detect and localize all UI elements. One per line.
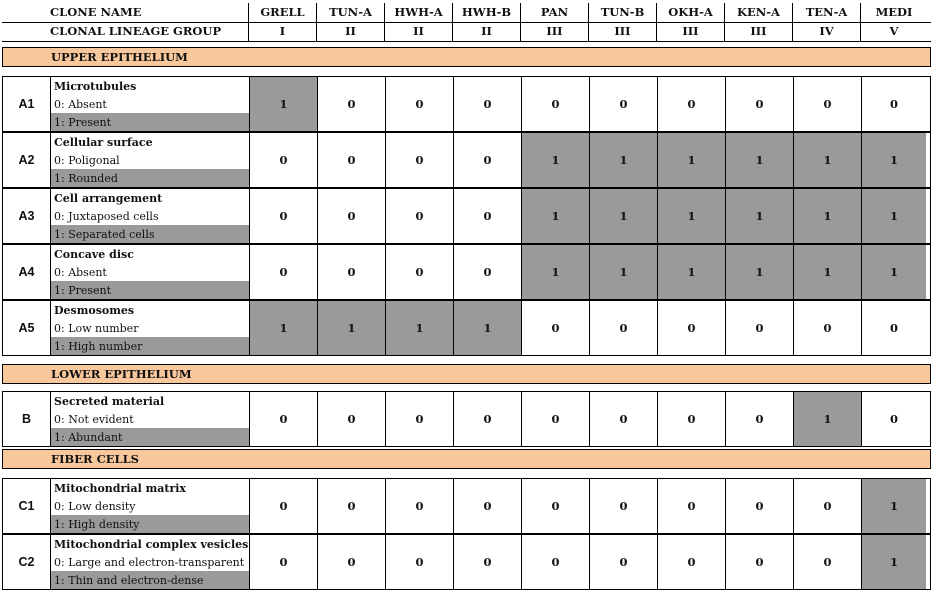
character-code: A5	[3, 301, 51, 355]
state-value-cell: 0	[861, 392, 926, 446]
character-description	[51, 301, 249, 355]
character-name: Desmosomes	[54, 303, 135, 317]
state-value-cell: 0	[589, 479, 657, 533]
column-header-lineage: II	[316, 22, 384, 41]
table-row	[2, 132, 931, 188]
state-value-cell: 0	[521, 479, 589, 533]
state-value-cell: 0	[725, 301, 793, 355]
character-code: A2	[3, 133, 51, 187]
character-code: A1	[3, 77, 51, 131]
state-value-cell: 1	[861, 189, 926, 243]
character-name: Secreted material	[54, 394, 165, 408]
character-description	[51, 479, 249, 533]
state-value-cell: 0	[793, 479, 861, 533]
character-name: Cell arrangement	[54, 191, 163, 205]
state-0-label: 0: Low number	[54, 321, 139, 335]
state-value-cell: 0	[249, 392, 317, 446]
state-value-cell: 0	[657, 535, 725, 589]
state-0-label: 0: Large and electron-transparent	[54, 555, 245, 569]
state-0-label: 0: Absent	[54, 265, 107, 279]
state-value-cell: 1	[861, 133, 926, 187]
character-name: Cellular surface	[54, 135, 153, 149]
state-1-label: 1: Present	[51, 113, 249, 131]
table-row	[2, 188, 931, 244]
state-value-cell: 0	[317, 535, 385, 589]
column-header-lineage: IV	[792, 22, 860, 41]
state-1-label: 1: Thin and electron-dense	[51, 571, 249, 589]
state-0-label: 0: Low density	[54, 499, 136, 513]
character-name: Concave disc	[54, 247, 134, 261]
column-header-lineage: III	[724, 22, 792, 41]
state-value-cell: 1	[861, 479, 926, 533]
table-row	[2, 76, 931, 132]
state-value-cell: 1	[725, 133, 793, 187]
state-value-cell: 1	[725, 189, 793, 243]
state-1-label: 1: Abundant	[51, 428, 249, 446]
state-value-cell: 1	[725, 245, 793, 299]
state-1-label: 1: High density	[51, 515, 249, 533]
clone-name-label: CLONE NAME	[50, 5, 142, 19]
column-header-lineage: III	[588, 22, 656, 41]
state-value-cell: 0	[317, 77, 385, 131]
state-value-cell: 0	[453, 133, 521, 187]
state-value-cell: 0	[385, 189, 453, 243]
character-code: A4	[3, 245, 51, 299]
table-row	[2, 300, 931, 356]
column-header-clone: MEDI	[860, 3, 927, 22]
state-value-cell: 0	[385, 77, 453, 131]
state-value-cell: 1	[861, 245, 926, 299]
state-value-cell: 0	[521, 77, 589, 131]
column-header-lineage: III	[520, 22, 588, 41]
state-0-label: 0: Absent	[54, 97, 107, 111]
state-value-cell: 0	[589, 301, 657, 355]
state-value-cell: 0	[453, 189, 521, 243]
state-value-cell: 1	[521, 133, 589, 187]
state-value-cell: 1	[657, 189, 725, 243]
character-description	[51, 189, 249, 243]
table-row	[2, 391, 931, 447]
state-value-cell: 0	[453, 245, 521, 299]
state-value-cell: 0	[385, 392, 453, 446]
column-header-clone: PAN	[520, 3, 588, 22]
state-value-cell: 0	[453, 77, 521, 131]
state-value-cell: 0	[725, 479, 793, 533]
state-value-cell: 1	[589, 133, 657, 187]
table-row	[2, 534, 931, 590]
state-value-cell: 1	[793, 189, 861, 243]
state-value-cell: 0	[249, 479, 317, 533]
state-value-cell: 0	[657, 392, 725, 446]
state-value-cell: 0	[657, 301, 725, 355]
character-name: Mitochondrial complex vesicles	[54, 537, 249, 551]
state-value-cell: 1	[657, 245, 725, 299]
character-description	[51, 133, 249, 187]
state-value-cell: 0	[385, 479, 453, 533]
state-value-cell: 0	[657, 77, 725, 131]
state-value-cell: 0	[521, 392, 589, 446]
state-value-cell: 1	[521, 245, 589, 299]
state-value-cell: 1	[521, 189, 589, 243]
state-value-cell: 1	[453, 301, 521, 355]
state-value-cell: 1	[793, 245, 861, 299]
state-value-cell: 0	[249, 133, 317, 187]
state-value-cell: 0	[793, 77, 861, 131]
state-value-cell: 0	[453, 392, 521, 446]
state-value-cell: 0	[453, 479, 521, 533]
state-value-cell: 1	[249, 77, 317, 131]
state-value-cell: 0	[589, 77, 657, 131]
state-value-cell: 0	[317, 392, 385, 446]
state-value-cell: 0	[521, 301, 589, 355]
table-header	[2, 3, 931, 23]
character-description	[51, 245, 249, 299]
state-value-cell: 0	[725, 535, 793, 589]
section-header: LOWER EPITHELIUM	[2, 364, 931, 384]
table-row	[2, 244, 931, 300]
column-header-clone: TUN-B	[588, 3, 656, 22]
state-value-cell: 0	[453, 535, 521, 589]
state-1-label: 1: Separated cells	[51, 225, 249, 243]
state-value-cell: 0	[385, 535, 453, 589]
column-header-clone: HWH-B	[452, 3, 520, 22]
state-1-label: 1: Rounded	[51, 169, 249, 187]
state-value-cell: 1	[861, 535, 926, 589]
table-subheader	[2, 22, 931, 42]
state-value-cell: 1	[589, 245, 657, 299]
state-value-cell: 0	[725, 77, 793, 131]
column-header-clone: TEN-A	[792, 3, 860, 22]
state-value-cell: 0	[317, 245, 385, 299]
state-value-cell: 0	[861, 77, 926, 131]
character-code: C1	[3, 479, 51, 533]
column-header-lineage: V	[860, 22, 927, 41]
state-value-cell: 0	[589, 535, 657, 589]
state-value-cell: 0	[521, 535, 589, 589]
section-header: UPPER EPITHELIUM	[2, 47, 931, 67]
state-value-cell: 1	[793, 133, 861, 187]
state-value-cell: 1	[385, 301, 453, 355]
state-value-cell: 0	[317, 479, 385, 533]
state-value-cell: 1	[793, 392, 861, 446]
state-0-label: 0: Poligonal	[54, 153, 120, 167]
state-value-cell: 0	[249, 189, 317, 243]
character-code: A3	[3, 189, 51, 243]
state-value-cell: 0	[385, 133, 453, 187]
state-0-label: 0: Not evident	[54, 412, 134, 426]
column-header-lineage: II	[384, 22, 452, 41]
column-header-lineage: I	[248, 22, 316, 41]
column-header-lineage: III	[656, 22, 724, 41]
column-header-clone: GRELL	[248, 3, 316, 22]
state-value-cell: 0	[861, 301, 926, 355]
state-value-cell: 0	[725, 392, 793, 446]
state-1-label: 1: High number	[51, 337, 249, 355]
column-header-clone: TUN-A	[316, 3, 384, 22]
state-value-cell: 0	[793, 535, 861, 589]
state-value-cell: 0	[317, 133, 385, 187]
state-value-cell: 0	[589, 392, 657, 446]
state-value-cell: 1	[657, 133, 725, 187]
state-value-cell: 1	[249, 301, 317, 355]
lineage-label: CLONAL LINEAGE GROUP	[50, 24, 222, 38]
state-value-cell: 0	[249, 535, 317, 589]
table-row	[2, 478, 931, 534]
state-value-cell: 0	[249, 245, 317, 299]
character-code: B	[3, 392, 51, 446]
character-description	[51, 535, 249, 589]
column-header-lineage: II	[452, 22, 520, 41]
state-value-cell: 1	[317, 301, 385, 355]
column-header-clone: OKH-A	[656, 3, 724, 22]
state-1-label: 1: Present	[51, 281, 249, 299]
section-header: FIBER CELLS	[2, 449, 931, 469]
column-header-clone: HWH-A	[384, 3, 452, 22]
state-value-cell: 1	[589, 189, 657, 243]
character-description	[51, 77, 249, 131]
state-value-cell: 0	[793, 301, 861, 355]
character-name: Mitochondrial matrix	[54, 481, 186, 495]
state-value-cell: 0	[317, 189, 385, 243]
character-description	[51, 392, 249, 446]
column-header-clone: KEN-A	[724, 3, 792, 22]
character-name: Microtubules	[54, 79, 137, 93]
state-value-cell: 0	[385, 245, 453, 299]
state-0-label: 0: Juxtaposed cells	[54, 209, 159, 223]
character-code: C2	[3, 535, 51, 589]
state-value-cell: 0	[657, 479, 725, 533]
